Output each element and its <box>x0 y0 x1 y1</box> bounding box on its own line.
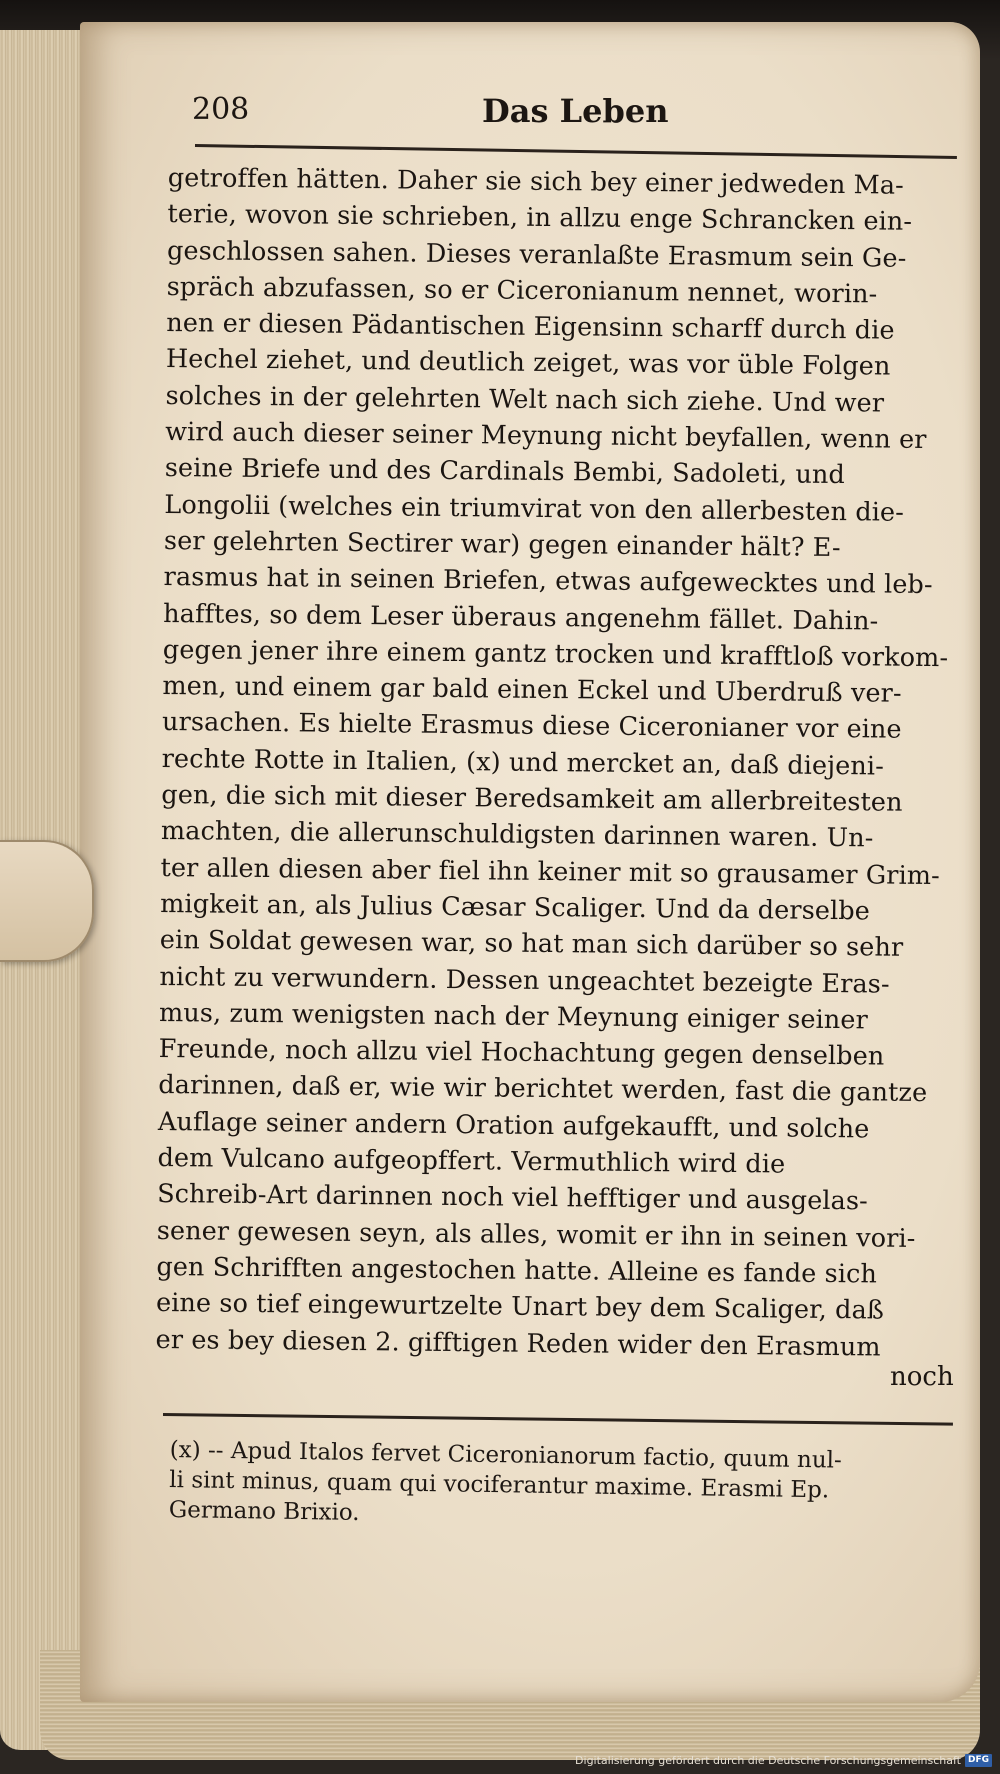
text-line: gen, die sich mit dieser Beredsamkeit am allerbreitesten <box>161 780 903 818</box>
dfg-logo: DFG <box>965 1754 992 1767</box>
text-line: nen er diesen Pädantischen Eigensinn scharff durch die <box>166 308 895 346</box>
text-line: machten, die allerunschuldigsten darinnen waren. Un- <box>160 816 874 854</box>
running-head: Das Leben <box>482 92 669 130</box>
thumb-holding-page <box>0 840 94 962</box>
text-line: hafftes, so dem Leser überaus angenehm fället. Dahin- <box>163 598 879 637</box>
text-line: darinnen, daß er, wie wir berichtet werden, fast die gantze <box>158 1070 928 1109</box>
text-line: terie, wovon sie schrieben, in allzu enge Schrancken ein- <box>167 199 913 238</box>
text-line: ser gelehrten Sectirer war) gegen einander hält? E- <box>163 525 841 564</box>
text-line: migkeit an, als Julius Cæsar Scaliger. Und da derselbe <box>160 888 871 927</box>
text-line: rasmus hat in seinen Briefen, etwas aufgewecktes und leb- <box>163 562 933 601</box>
text-line: sener gewesen seyn, als alles, womit er ihn in seinen vori- <box>156 1215 916 1254</box>
text-line: gegen jener ihre einem gantz trocken und krafftloß vorkom- <box>162 634 949 674</box>
text-line: nicht zu verwundern. Dessen ungeachtet bezeigte Eras- <box>159 961 890 1000</box>
text-line: rechte Rotte in Italien, (x) und mercket an, daß diejeni- <box>161 743 885 782</box>
footnote-line: li sint minus, quam qui vociferantur maxime. Erasmi Ep. <box>169 1466 830 1504</box>
digitization-credit <box>575 1754 992 1767</box>
text-line: wird auch dieser seiner Meynung nicht beyfallen, wenn er <box>164 417 927 456</box>
text-line: Schreib-Art darinnen noch viel hefftiger und ausgelas- <box>157 1179 869 1217</box>
credit-text: Digitalisierung gefördert durch die Deutsche Forschungsgemeinschaft <box>575 1754 961 1767</box>
catchword: noch <box>890 1362 954 1392</box>
text-line: Freunde, noch allzu viel Hochachtung gegen denselben <box>158 1034 885 1072</box>
text-line: eine so tief eingewurtzelte Unart bey dem Scaliger, daß <box>155 1288 885 1326</box>
text-line: ursachen. Es hielte Erasmus diese Ciceronianer vor eine <box>161 707 902 746</box>
page-header <box>192 92 952 132</box>
text-line: seine Briefe und des Cardinals Bembi, Sadoleti, und <box>164 453 846 491</box>
text-line: spräch abzufassen, so er Ciceronianum nennet, worin- <box>166 271 878 310</box>
text-line: Longolii (welches ein triumvirat von den allerbesten die- <box>164 489 905 528</box>
text-line: geschlossen sahen. Dieses veranlaßte Erasmum sein Ge- <box>166 235 907 274</box>
text-line: er es bey diesen 2. gifftigen Reden wider den Erasmum <box>155 1324 881 1363</box>
text-line: Hechel ziehet, und deutlich zeiget, was vor üble Folgen <box>165 344 891 383</box>
text-line: ter allen diesen aber fiel ihn keiner mit so grausamer Grim- <box>160 852 940 891</box>
page-number: 208 <box>192 92 250 127</box>
text-line: Auflage seiner andern Oration aufgekaufft, und solche <box>157 1106 870 1145</box>
text-line: gen Schrifften angestochen hatte. Alleine es fande sich <box>156 1251 878 1290</box>
footnote-line: Germano Brixio. <box>168 1496 360 1526</box>
footnote-line: (x) -- Apud Italos fervet Ciceronianorum factio, quum nul- <box>169 1436 842 1474</box>
text-line: solches in der gelehrten Welt nach sich ziehe. Und wer <box>165 380 885 419</box>
text-line: ein Soldat gewesen war, so hat man sich darüber so sehr <box>159 925 904 963</box>
text-line: men, und einem gar bald einen Eckel und Uberdruß ver- <box>162 671 902 709</box>
body-text <box>155 160 957 1366</box>
text-line: getroffen hätten. Daher sie sich bey einer jedweden Ma- <box>167 162 905 201</box>
text-line: mus, zum wenigsten nach der Meynung einiger seiner <box>158 997 869 1036</box>
text-line: dem Vulcano aufgeopffert. Vermuthlich wird die <box>157 1142 786 1180</box>
footnote <box>169 1435 960 1537</box>
